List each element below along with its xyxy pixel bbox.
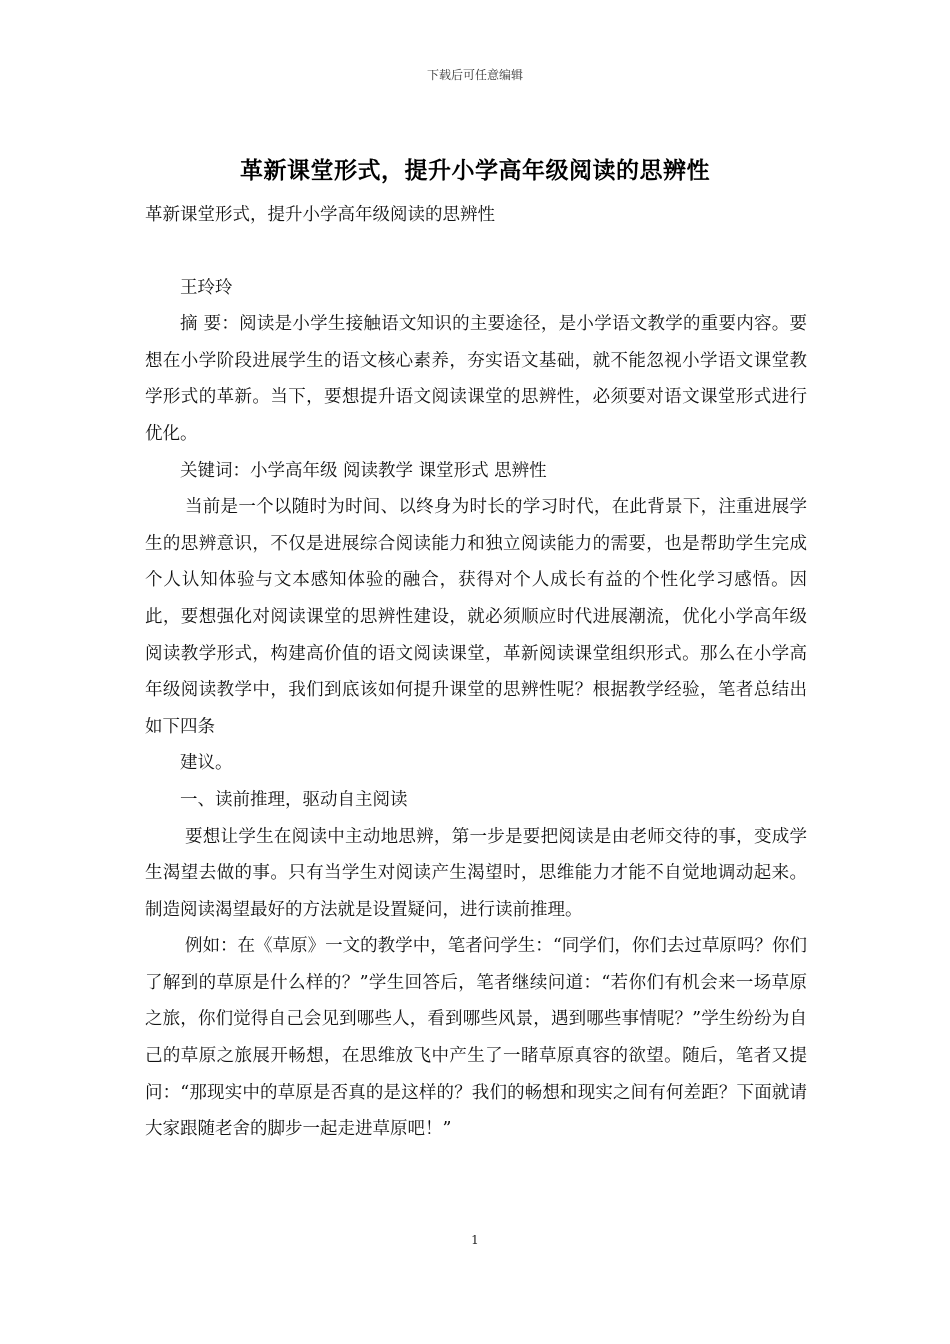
document-subtitle: 革新课堂形式，提升小学高年级阅读的思辨性: [145, 205, 495, 225]
suggestion-line: 建议。: [180, 753, 233, 774]
author-name: 王玲玲: [180, 277, 233, 298]
document-title: 革新课堂形式，提升小学高年级阅读的思辨性: [240, 157, 710, 184]
intro-paragraph: 当前是一个以随时为时间、以终身为时长的学习时代，在此背景下，注重进展学生的思辨意识，不仅是进展综合阅读能力和独立阅读能力的需要，也是帮助学生完成个人认知体验与文本感知体验的融合，获得对个人成长有益的个性化学习感悟。因此，要想强化对阅读课堂的思辨性建设，就必须顺应时代进展潮流，优化小学高年级阅读教学形式，构建高价值的语文阅读课堂，革新阅读课堂组织形式。那么在小学高年级阅读教学中，我们到底该如何提升课堂的思辨性呢？根据教学经验，笔者总结出如下四条: [145, 497, 807, 737]
keywords-line: 关键词：小学高年级 阅读教学 课堂形式 思辨性: [180, 460, 547, 481]
page-number: 1: [471, 1233, 479, 1247]
page-header-note: 下载后可任意编辑: [426, 68, 523, 82]
blank-line: [145, 234, 807, 270]
abstract-paragraph: 摘 要：阅读是小学生接触语文知识的主要途径，是小学语文教学的重要内容。要想在小学阶段进展学生的语文核心素养，夯实语文基础，就不能忽视小学语文课堂教学形式的革新。当下，要想提升语文阅读课堂的思辨性，必须要对语文课堂形式进行优化。: [145, 314, 807, 444]
section1-paragraph: 要想让学生在阅读中主动地思辨，第一步是要把阅读是由老师交待的事，变成学生渴望去做的事。只有当学生对阅读产生渴望时，思维能力才能不自觉地调动起来。制造阅读渴望最好的方法就是设置疑问，进行读前推理。: [145, 826, 807, 920]
example-paragraph: 例如：在《草原》一文的教学中，笔者问学生：“同学们，你们去过草原吗？你们了解到的草原是什么样的？”学生回答后，笔者继续问道：“若你们有机会来一场草原之旅，你们觉得自己会见到哪些人，看到哪些风景，遇到哪些事情呢？”学生纷纷为自己的草原之旅展开畅想，在思维放飞中产生了一睹草原真容的欲望。随后，笔者又提问：“那现实中的草原是否真的是这样的？我们的畅想和现实之间有何差距？下面就请大家跟随老舍的脚步一起走进草原吧！”: [145, 936, 807, 1140]
section-heading-1: 一、读前推理，驱动自主阅读: [180, 789, 408, 810]
document-body: [145, 197, 807, 1148]
